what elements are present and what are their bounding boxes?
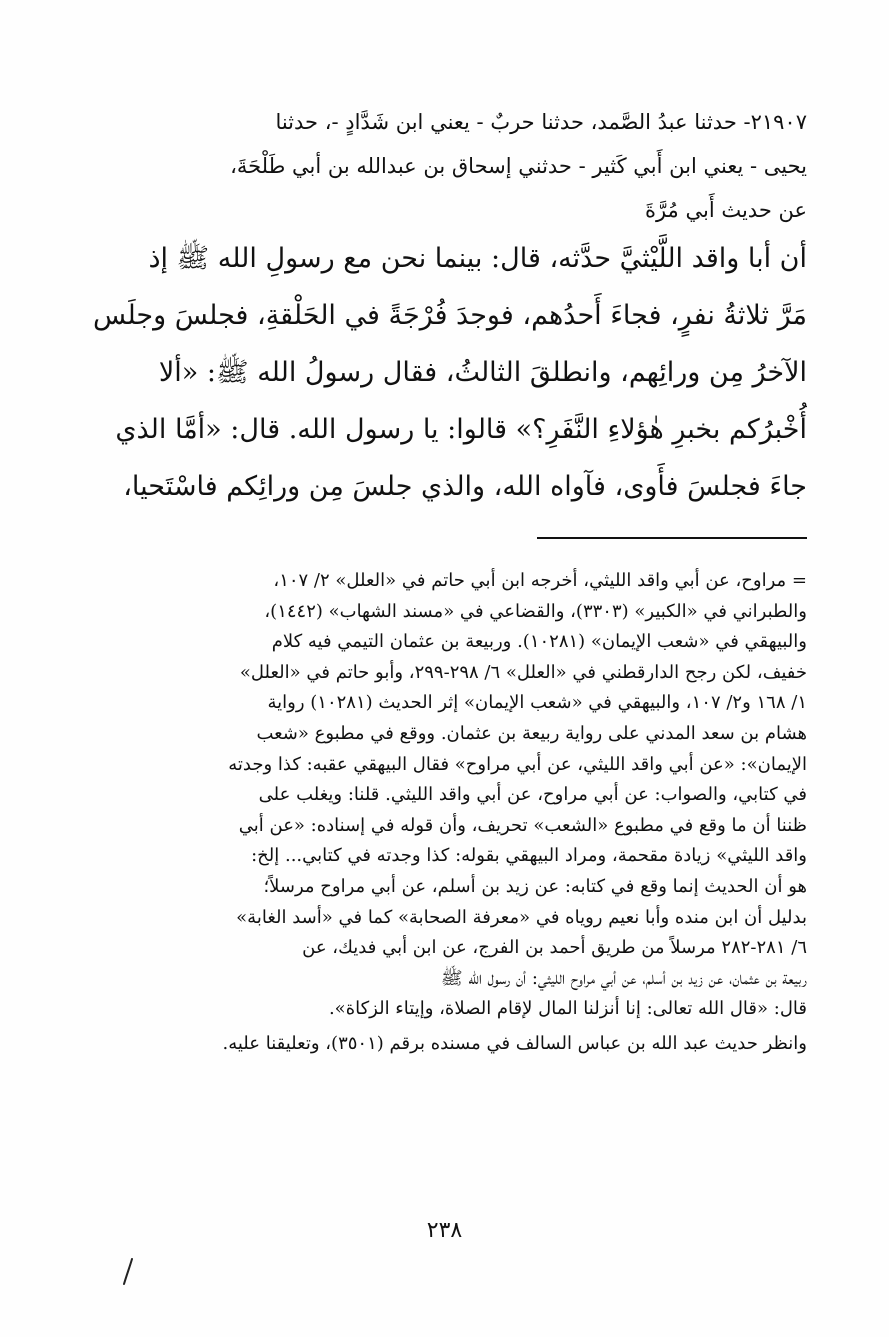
footnote-closing: وانظر حديث عبد الله بن عباس السالف في مسنده برقم (٣٥٠١)، وتعليقنا عليه. <box>222 1032 807 1054</box>
footnote-line: خفيف، لكن رجح الدارقطني في «العلل» ٦/ ٢٩٨-٢٩٩، وأبو حاتم في «العلل» <box>239 661 807 683</box>
footnote-line: = مراوح، عن أبي واقد الليثي، أخرجه ابن أبي حاتم في «العلل» ٢/ ١٠٧، <box>273 570 807 591</box>
footnote-line: ربيعة بن عثمان، عن زيد بن أسلم، عن أبي مراوح الليثي: أن رسول الله ﷺ <box>440 967 807 989</box>
page-number: ٢٣٨ <box>426 1218 463 1243</box>
matn-line: مَرَّ ثلاثةُ نفرٍ، فجاءَ أَحدُهم، فوجدَ فُرْجَةً في الحَلْقةِ، فجلسَ وجلَس <box>93 300 807 331</box>
footnote-line: قال: «قال الله تعالى: إنا أنزلنا المال لإقام الصلاة، وإيتاء الزكاة». <box>328 998 807 1020</box>
isnad-line: يحيى - يعني ابن أَبي كَثير - حدثني إسحاق بن عبدالله بن أبي طَلْحَةَ، <box>230 154 807 178</box>
footnote-divider <box>537 537 807 539</box>
isnad-line: ٢١٩٠٧- حدثنا عبدُ الصَّمد، حدثنا حربٌ - يعني ابن شَدَّادٍ -، حدثنا <box>275 110 807 134</box>
isnad-line: عن حديث أَبي مُرَّةَ <box>644 198 807 222</box>
footnote-line: هشام بن سعد المدني على رواية ربيعة بن عثمان. ووقع في مطبوع «شعب <box>256 722 807 744</box>
footnote-line: والطبراني في «الكبير» (٣٣٠٣)، والقضاعي في «مسند الشهاب» (١٤٤٢)، <box>264 600 807 622</box>
matn-line: أن أبا واقد اللَّيْثيَّ حدَّثه، قال: بينما نحن مع رسولِ الله ﷺ إذ <box>148 243 807 274</box>
footnote-line: هو أن الحديث إنما وقع في كتابه: عن زيد بن أسلم، عن أبي مراوح مرسلاً؛ <box>263 875 807 897</box>
footnote-line: ظننا أن ما وقع في مطبوع «الشعب» تحريف، وأن قوله في إسناده: «عن أبي <box>238 814 807 836</box>
footnote-line: الإيمان»: «عن أبي واقد الليثي، عن أبي مراوح» فقال البيهقي عقبه: كذا وجدته <box>228 753 807 775</box>
footnote-line: بدليل أن ابن منده وأبا نعيم روياه في «معرفة الصحابة» كما في «أسد الغابة» <box>236 906 807 928</box>
matn-line: جاءَ فجلسَ فأَوى، فآواه الله، والذي جلسَ مِن ورائِكم فاسْتَحيا، <box>123 471 807 502</box>
matn-line: أُخْبرُكم بخبرِ هٰؤلاءِ النَّفَرِ؟» قالوا: يا رسول الله. قال: «أمَّا الذي <box>115 414 807 445</box>
footnote-line: ٦/ ٢٨١-٢٨٢ مرسلاً من طريق أحمد بن الفرج، عن ابن أبي فديك، عن <box>302 937 807 959</box>
footnotes <box>78 566 807 1060</box>
hadith-matn <box>80 230 807 515</box>
footnote-line: والبيهقي في «شعب الإيمان» (١٠٢٨١). وربيعة بن عثمان التيمي فيه كلام <box>271 631 807 653</box>
pen-mark-icon <box>118 1256 138 1288</box>
matn-line: الآخرُ مِن ورائِهم، وانطلقَ الثالثُ، فقال رسولُ الله ﷺ: «ألا <box>158 357 807 388</box>
footnote-line: واقد الليثي» زيادة مقحمة، ومراد البيهقي بقوله: كذا وجدته في كتابي... إلخ: <box>251 845 807 867</box>
footnote-line: ١/ ١٦٨ و٢/ ١٠٧، والبيهقي في «شعب الإيمان» إثر الحديث (١٠٢٨١) رواية <box>267 692 807 714</box>
footnote-line: في كتابي، والصواب: عن أبي مراوح، عن أبي واقد الليثي. قلنا: ويغلب على <box>258 784 807 806</box>
hadith-isnad <box>80 100 807 232</box>
